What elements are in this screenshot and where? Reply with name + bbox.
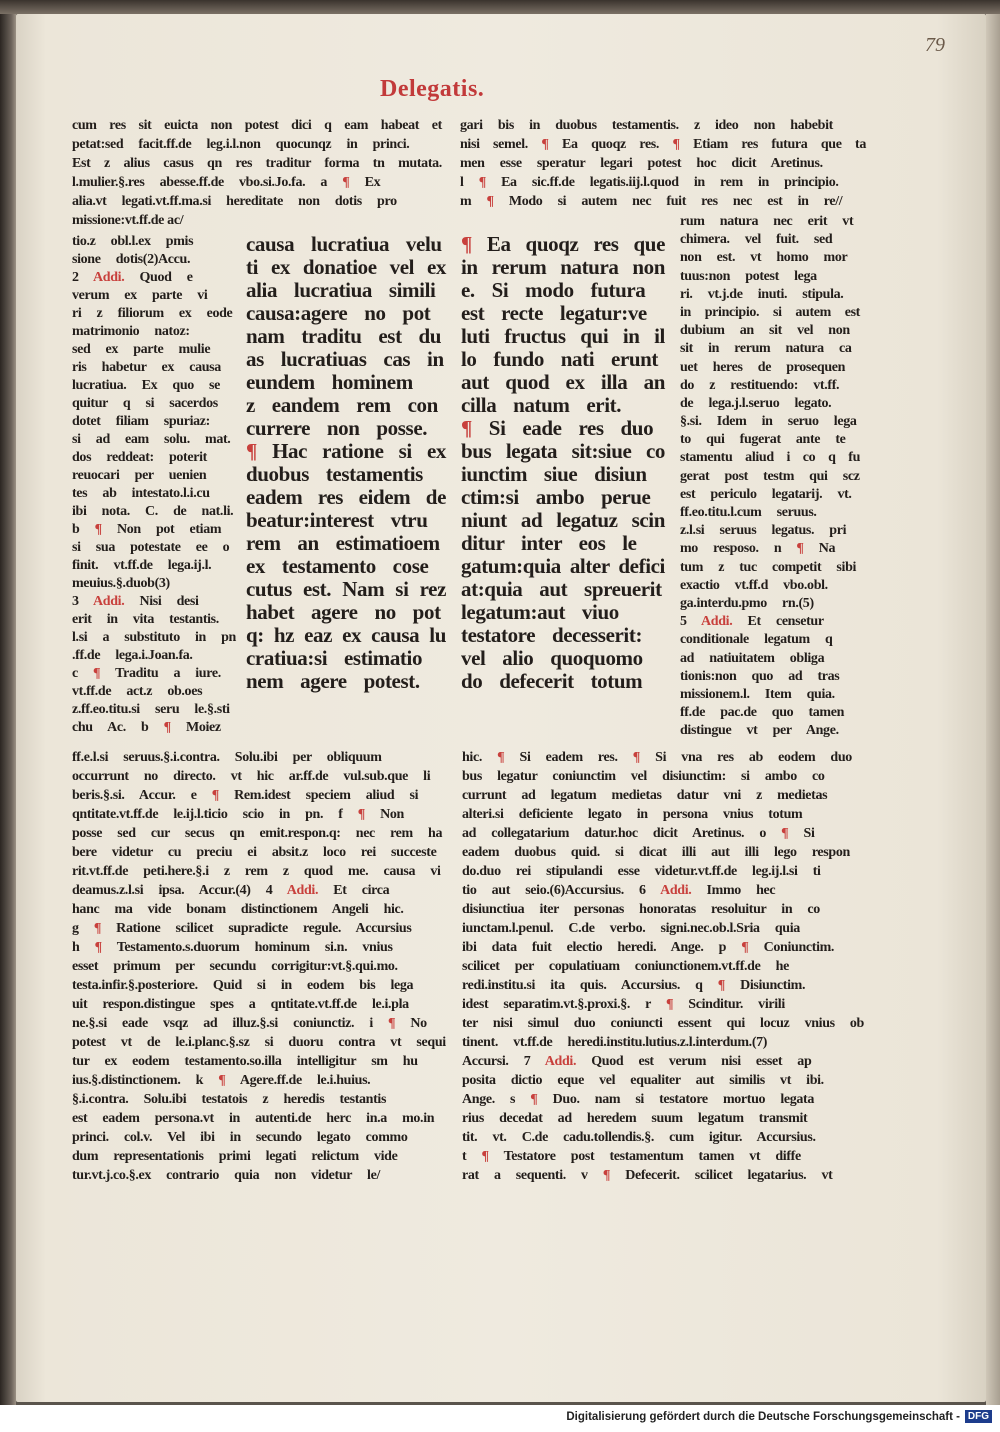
rubric-paragraph-mark: ¶ xyxy=(781,826,789,841)
text-line: bere videtur cu preciu ei absit.z loco rei succeste xyxy=(72,845,437,860)
text-line: ga.interdu.pmo rn.(5) xyxy=(680,595,814,611)
rubric-paragraph-mark: ¶ xyxy=(461,416,472,440)
book-spine xyxy=(0,0,16,1405)
text-line: princi. col.v. Vel ibi in secundo legato commo xyxy=(72,1130,408,1145)
text-line: petat:sed facit.ff.de leg.i.l.non quocunqz in princi. xyxy=(72,137,410,152)
text-line: ri. vt.j.de inuti. stipula. xyxy=(680,286,844,302)
text-line: ti ex donatioe vel ex xyxy=(246,255,447,279)
text-line: currere non posse. xyxy=(246,416,428,440)
rubric-paragraph-mark: ¶ xyxy=(478,175,486,190)
text-line: verum ex parte vi xyxy=(72,288,208,303)
gloss-top-left xyxy=(72,116,442,230)
text-line: z eandem rem con xyxy=(246,393,438,417)
text-line: eadem duobus quid. si dicat illi aut illi lego respon xyxy=(462,845,850,860)
text-line: erit in vita testantis. xyxy=(72,612,219,627)
text-line: cum res sit euicta non potest dici q eam habeat et xyxy=(72,118,442,133)
text-line: z.ff.eo.titu.si seru le.§.sti xyxy=(72,702,230,717)
footer-bar xyxy=(0,1405,1000,1432)
text-line: ri z filiorum ex eode xyxy=(72,306,233,321)
text-line: habet agere no pot xyxy=(246,600,441,624)
rubric-addition: Addi. xyxy=(544,1054,577,1069)
rubric-addition: Addi. xyxy=(93,594,125,609)
text-line: est periculo legatarij. vt. xyxy=(680,486,852,502)
text-line: rum natura nec erit vt xyxy=(680,214,854,229)
text-line: nem agere potest. xyxy=(246,669,420,693)
text-line: ¶ Si eade res duo xyxy=(461,416,654,440)
text-line: do.duo rei stipulandi esse videtur.vt.ff.de leg.ij.l.si ti xyxy=(462,864,821,879)
text-line: duobus testamentis xyxy=(246,462,423,486)
text-line: sit in rerum natura ca xyxy=(680,341,852,357)
text-line: Accursi. 7 Addi. Quod est verum nisi esset ap xyxy=(462,1054,812,1069)
text-line: esset primum per secundu corrigitur:vt.§.qui.mo. xyxy=(72,959,398,974)
text-line: si sua potestate ee o xyxy=(72,540,230,555)
text-line: currunt ad legatum medietas datur vni z medietas xyxy=(462,788,828,803)
text-line: iunctam.l.penul. C.de verbo. signi.nec.ob.l.Sria quia xyxy=(462,921,800,936)
text-line: non est. vt homo mor xyxy=(680,250,848,266)
text-line: in principio. si autem est xyxy=(680,304,860,320)
rubric-addition: Addi. xyxy=(286,883,319,898)
text-line: beatur:interest vtru xyxy=(246,508,428,532)
text-line: l.si a substituto in pn xyxy=(72,630,236,645)
text-line: do defecerit totum xyxy=(461,669,643,693)
text-line: niunt ad legatuz scin xyxy=(461,508,665,532)
text-line: ad natiuitatem obliga xyxy=(680,650,825,666)
text-line: ius.§.distinctionem. k ¶ Agere.ff.de le.i.huius. xyxy=(72,1073,371,1088)
text-line: rat a sequenti. v ¶ Defecerit. scilicet legatarius. vt xyxy=(462,1168,833,1183)
text-line: ff.e.l.si seruus.§.i.contra. Solu.ibi per obliquum xyxy=(72,750,382,765)
text-line: sione dotis(2)Accu. xyxy=(72,252,191,267)
text-line: uit respon.distingue spes a qntitate.vt.ff.de le.i.pla xyxy=(72,997,409,1012)
text-line: de lega.j.l.seruo legato. xyxy=(680,395,832,411)
text-line: gatum:quia alter defici xyxy=(461,554,665,578)
rubric-paragraph-mark: ¶ xyxy=(461,232,472,256)
text-line: ibi data fuit electio heredi. Ange. p ¶ Coniunctim. xyxy=(462,940,835,955)
rubric-paragraph-mark: ¶ xyxy=(94,940,102,955)
text-line: posita dictio eque vel equaliter aut similis vt ibi. xyxy=(462,1073,824,1088)
rubric-paragraph-mark: ¶ xyxy=(796,541,804,557)
text-line: deamus.z.l.si ipsa. Accur.(4) 4 Addi. Et circa xyxy=(72,883,390,898)
rubric-paragraph-mark: ¶ xyxy=(672,137,680,152)
text-line: luti fructus qui in il xyxy=(461,324,665,348)
text-line: testatore decesserit: xyxy=(461,623,643,647)
text-line: .ff.de lega.i.Joan.fa. xyxy=(72,648,193,663)
text-line: tionis:non quo ad tras xyxy=(680,668,840,684)
text-line: tum z tuc competit sibi xyxy=(680,559,857,575)
folio-number: 79 xyxy=(925,34,945,56)
text-line: at:quia aut spreuerit xyxy=(461,577,662,601)
text-line: dos reddeat: poterit xyxy=(72,450,207,465)
top-edge xyxy=(0,0,1000,14)
rubric-paragraph-mark: ¶ xyxy=(602,1168,611,1183)
text-line: alia.vt legati.vt.ff.ma.si hereditate non dotis pro xyxy=(72,194,397,209)
text-line: ris habetur ex causa xyxy=(72,360,221,375)
text-line: eadem res eidem de xyxy=(246,485,446,509)
text-line: as lucratiuas cas in xyxy=(246,347,444,371)
text-line: alia lucratiua simili xyxy=(246,278,436,302)
rubric-paragraph-mark: ¶ xyxy=(541,137,549,152)
text-line: §.si. Idem in seruo lega xyxy=(680,414,857,430)
text-line: tur.vt.j.co.§.ex contrario quia non videtur le/ xyxy=(72,1168,380,1183)
text-line: to qui fugerat ante te xyxy=(680,432,846,448)
text-line: rit.vt.ff.de peti.here.§.i z rem z quod me. causa vi xyxy=(72,864,441,879)
text-line: 3 Addi. Nisi desi xyxy=(72,594,199,609)
text-line: Est z alius casus qn res traditur forma tn mutata. xyxy=(72,156,442,171)
rubric-addition: Addi. xyxy=(701,614,733,630)
rubric-paragraph-mark: ¶ xyxy=(342,175,350,190)
text-line: ctim:si ambo perue xyxy=(461,485,651,509)
text-line: causa lucratiua velu xyxy=(246,232,442,256)
text-line: men esse speratur legari potest hoc dicit Aretinus. xyxy=(460,156,823,171)
text-line: c ¶ Traditu a iure. xyxy=(72,666,221,681)
text-line: tuus:non potest lega xyxy=(680,268,817,284)
text-line: §.i.contra. Solu.ibi testatois z heredis testantis xyxy=(72,1092,387,1107)
text-line: Ange. s ¶ Duo. nam si testatore mortuo legata xyxy=(462,1092,814,1107)
text-line: dum representationis primi legati relictum vide xyxy=(72,1149,398,1164)
text-line: ditur inter eos le xyxy=(461,531,637,555)
dfg-logo: DFG xyxy=(965,1410,992,1423)
text-line: cratiua:si estimatio xyxy=(246,646,423,670)
text-line: finit. vt.ff.de lega.ij.l. xyxy=(72,558,212,573)
text-line: matrimonio natoz: xyxy=(72,324,190,339)
text-line: missione:vt.ff.de ac/ xyxy=(72,213,184,228)
text-line: nisi semel. ¶ Ea quoqz res. ¶ Etiam res futura que ta xyxy=(460,137,867,152)
text-line: cilla natum erit. xyxy=(461,393,622,417)
funding-credit: Digitalisierung gefördert durch die Deutsche Forschungsgemeinschaft - xyxy=(566,1411,960,1423)
main-text-column-2 xyxy=(461,233,665,693)
text-line: quitur q si sacerdos xyxy=(72,396,218,411)
text-line: z.l.si seruus legatus. pri xyxy=(680,523,847,539)
text-line: ibi nota. C. de nat.li. xyxy=(72,504,234,519)
text-line: cutus est. Nam si rez xyxy=(246,577,447,601)
gloss-bottom-left xyxy=(72,748,452,1185)
text-line: rem an estimatioem xyxy=(246,531,440,555)
text-line: aut quod ex illa an xyxy=(461,370,665,394)
text-line: causa:agere no pot xyxy=(246,301,431,325)
text-line: gerat post testm qui scz xyxy=(680,468,860,484)
rubric-paragraph-mark: ¶ xyxy=(481,1149,489,1164)
gloss-top-right xyxy=(460,116,866,211)
text-line: disiunctiua iter personas honoratas resoluitur in co xyxy=(462,902,820,917)
text-line: tinent. vt.ff.de heredi.institu.lutius.z.l.interdum.(7) xyxy=(462,1035,768,1050)
rubric-paragraph-mark: ¶ xyxy=(218,1073,226,1088)
text-line: ad collegatarium datur.hoc dicit Aretinus. o ¶ Si xyxy=(462,826,815,841)
text-line: tes ab intestato.l.i.cu xyxy=(72,486,210,501)
text-line: m ¶ Modo si autem nec fuit res nec est in re// xyxy=(460,194,843,209)
text-line: bus legatur coniunctim vel disiunctim: si ambo co xyxy=(462,769,825,784)
text-line: conditionale legatum q xyxy=(680,632,833,648)
gloss-left-narrow xyxy=(72,233,236,737)
text-line: testa.infir.§.posteriore. Quid si in eodem bis lega xyxy=(72,978,414,993)
text-line: tur ex eodem testamento.so.illa intelligitur sm hu xyxy=(72,1054,418,1069)
page-edges xyxy=(986,14,1000,1405)
text-line: redi.institu.si ita quis. Accursius. q ¶ Disiunctim. xyxy=(462,978,806,993)
text-line: chu Ac. b ¶ Moiez xyxy=(72,720,221,735)
rubric-paragraph-mark: ¶ xyxy=(388,1016,396,1031)
text-line: t ¶ Testatore post testamentum tamen vt diffe xyxy=(462,1149,801,1164)
text-line: dubium an sit vel non xyxy=(680,323,850,339)
text-line: e. Si modo futura xyxy=(461,278,646,302)
text-line: scilicet per copulatiuam coniunctionem.vt.ff.de he xyxy=(462,959,789,974)
text-line: ¶ Ea quoqz res que xyxy=(461,232,665,256)
text-line: potest vt de le.i.planc.§.sz si duoru contra vt sequi xyxy=(72,1035,446,1050)
text-line: rius decedat ad heredem suum legatum transmit xyxy=(462,1111,808,1126)
text-line: missionem.l. Item quia. xyxy=(680,686,835,702)
text-line: g ¶ Ratione scilicet supradicte regule. Accursius xyxy=(72,921,412,936)
text-line: ¶ Hac ratione si ex xyxy=(246,439,447,463)
rubric-paragraph-mark: ¶ xyxy=(717,978,725,993)
text-line: tio aut seio.(6)Accursius. 6 Addi. Immo hec xyxy=(462,883,776,898)
text-line: hanc ma vide bonam distinctionem Angeli hic. xyxy=(72,902,404,917)
rubric-paragraph-mark: ¶ xyxy=(486,194,494,209)
rubric-paragraph-mark: ¶ xyxy=(497,750,505,765)
text-line: bus legata sit:siue co xyxy=(461,439,665,463)
text-line: in rerum natura non xyxy=(461,255,666,279)
text-line: 5 Addi. Et censetur xyxy=(680,614,824,630)
text-line: iunctim siue disiun xyxy=(461,462,647,486)
text-line: est eadem persona.vt in autenti.de herc in.a mo.in xyxy=(72,1111,435,1126)
rubric-paragraph-mark: ¶ xyxy=(93,666,101,681)
main-text-column-1 xyxy=(246,233,446,693)
text-line: qntitate.vt.ff.de le.ij.l.ticio scio in pn. f ¶ Non xyxy=(72,807,404,822)
text-line: legatum:aut viuo xyxy=(461,600,619,624)
rubric-paragraph-mark: ¶ xyxy=(163,720,171,735)
text-line: occurrunt no directo. vt hic ar.ff.de vul.sub.que li xyxy=(72,769,431,784)
text-line: stamentu aliud i co q fu xyxy=(680,450,861,466)
rubric-addition: Addi. xyxy=(93,270,125,285)
text-line: meuius.§.duob(3) xyxy=(72,576,170,591)
rubric-paragraph-mark: ¶ xyxy=(211,788,219,803)
text-line: distingue vt per Ange. xyxy=(680,723,839,739)
text-line: exactio vt.ff.d vbo.obl. xyxy=(680,577,828,593)
text-line: beris.§.si. Accur. e ¶ Rem.idest speciem aliud si xyxy=(72,788,419,803)
rubric-paragraph-mark: ¶ xyxy=(632,750,641,765)
rubric-paragraph-mark: ¶ xyxy=(94,522,102,537)
text-line: ff.eo.titu.l.cum seruus. xyxy=(680,505,817,520)
text-line: eundem hominem xyxy=(246,370,413,394)
rubric-paragraph-mark: ¶ xyxy=(357,807,365,822)
text-line: reuocari per uenien xyxy=(72,468,207,483)
text-line: uet heres de prosequen xyxy=(680,359,846,375)
running-head: Delegatis. xyxy=(380,76,485,102)
rubric-paragraph-mark: ¶ xyxy=(93,921,102,936)
text-line: est recte legatur:ve xyxy=(461,301,647,325)
text-line: do z restituendo: vt.ff. xyxy=(680,377,840,393)
text-line: b ¶ Non pot etiam xyxy=(72,522,222,537)
text-line: nam traditu est du xyxy=(246,324,442,348)
rubric-paragraph-mark: ¶ xyxy=(246,439,257,463)
text-line: ne.§.si eade vsqz ad illuz.§.si coniunctiz. i ¶ No xyxy=(72,1016,427,1031)
text-line: dotet filiam spuriaz: xyxy=(72,414,210,429)
text-line: si ad eam solu. mat. xyxy=(72,432,231,447)
rubric-paragraph-mark: ¶ xyxy=(530,1092,538,1107)
text-line: q: hz eaz ex causa lu xyxy=(246,623,447,647)
text-line: ff.de pac.de quo tamen xyxy=(680,705,845,721)
text-line: sed ex parte mulie xyxy=(72,342,211,357)
text-line: tit. vt. C.de cadu.tollendis.§. cum igitur. Accursius. xyxy=(462,1130,816,1145)
text-line: hic. ¶ Si eadem res. ¶ Si vna res ab eodem duo xyxy=(462,750,852,765)
text-line: ter nisi simul duo coniuncti essent qui locuz vnius ob xyxy=(462,1016,864,1031)
text-line: posse sed cur secus qn emit.respon.q: nec rem ha xyxy=(72,826,443,841)
text-line: 2 Addi. Quod e xyxy=(72,270,193,285)
rubric-paragraph-mark: ¶ xyxy=(665,997,674,1012)
text-line: l.mulier.§.res abesse.ff.de vbo.si.Jo.fa. a ¶ Ex xyxy=(72,175,381,190)
text-line: vel alio quoquomo xyxy=(461,646,643,670)
text-line: ex testamento cose xyxy=(246,554,429,578)
text-line: chimera. vel fuit. sed xyxy=(680,232,833,248)
text-line: h ¶ Testamento.s.duorum hominum si.n. vnius xyxy=(72,940,393,955)
text-line: lo fundo nati erunt xyxy=(461,347,659,371)
rubric-addition: Addi. xyxy=(660,883,692,898)
text-line: lucratiua. Ex quo se xyxy=(72,378,221,393)
text-line: l ¶ Ea sic.ff.de legatis.iij.l.quod in rem in principio. xyxy=(460,175,839,190)
gloss-bottom-right xyxy=(462,748,866,1185)
text-line: tio.z obl.l.ex pmis xyxy=(72,234,194,249)
text-line: alteri.si deficiente legato in persona vnius totum xyxy=(462,807,803,822)
text-line: mo resposo. n ¶ Na xyxy=(680,541,836,557)
rubric-paragraph-mark: ¶ xyxy=(741,940,749,955)
gloss-right-narrow xyxy=(680,213,860,740)
text-line: vt.ff.de act.z ob.oes xyxy=(72,684,203,699)
text-line: gari bis in duobus testamentis. z ideo non habebit xyxy=(460,118,833,133)
text-line: idest separatim.vt.§.proxi.§. r ¶ Scinditur. virili xyxy=(462,997,785,1012)
